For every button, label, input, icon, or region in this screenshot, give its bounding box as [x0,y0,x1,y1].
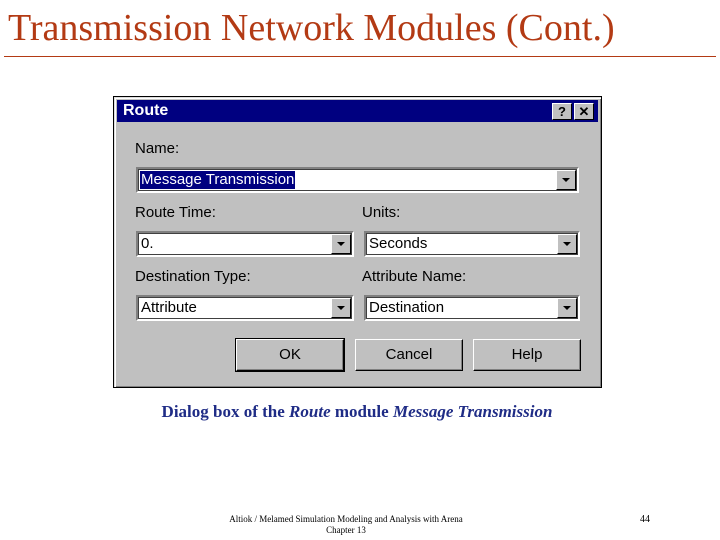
units-combobox[interactable] [364,231,580,257]
cancel-button[interactable]: Cancel [355,339,463,371]
route-dialog [113,96,602,388]
units-value: Seconds [369,235,428,252]
attribute-name-label: Attribute Name: [362,268,467,285]
caption-text-1: Dialog box of the [161,402,290,421]
destination-type-value: Attribute [141,299,197,316]
route-time-dropdown-button[interactable] [331,234,351,254]
ok-button[interactable]: OK [236,339,344,371]
dialog-titlebar[interactable] [117,100,598,122]
dialog-title: Route [123,102,169,119]
footer-line-1: Altiok / Melamed Simulation Modeling and Analysis with Arena [229,514,463,524]
attribute-name-combobox[interactable] [364,295,580,321]
caption-module-name: Message Transmission [392,402,553,421]
slide-title: Transmission Network Modules (Cont.) [8,7,615,49]
units-dropdown-button[interactable] [557,234,577,254]
figure-caption [0,402,714,422]
chevron-down-icon [562,178,570,182]
name-dropdown-button[interactable] [556,170,576,190]
chevron-down-icon [563,306,571,310]
route-time-label: Route Time: [135,204,216,221]
units-label: Units: [362,204,401,221]
page-number: 44 [640,514,650,525]
route-time-combobox[interactable] [136,231,354,257]
name-value: Message Transmission [141,171,295,188]
attribute-name-value: Destination [369,299,445,316]
attribute-name-dropdown-button[interactable] [557,298,577,318]
title-underline [4,56,716,57]
destination-type-dropdown-button[interactable] [331,298,351,318]
destination-type-combobox[interactable] [136,295,354,321]
route-time-value: 0. [141,235,154,252]
help-icon[interactable]: ? [552,103,572,120]
chevron-down-icon [337,242,345,246]
name-combobox[interactable] [136,167,579,193]
chevron-down-icon [563,242,571,246]
destination-type-label: Destination Type: [135,268,251,285]
footer-line-2: Chapter 13 [326,525,366,535]
chevron-down-icon [337,306,345,310]
name-label: Name: [135,140,180,157]
caption-route-word: Route [289,402,331,421]
close-icon[interactable]: ✕ [574,103,594,120]
help-button[interactable]: Help [473,339,581,371]
caption-text-2: module [330,402,393,421]
footer [196,514,496,536]
